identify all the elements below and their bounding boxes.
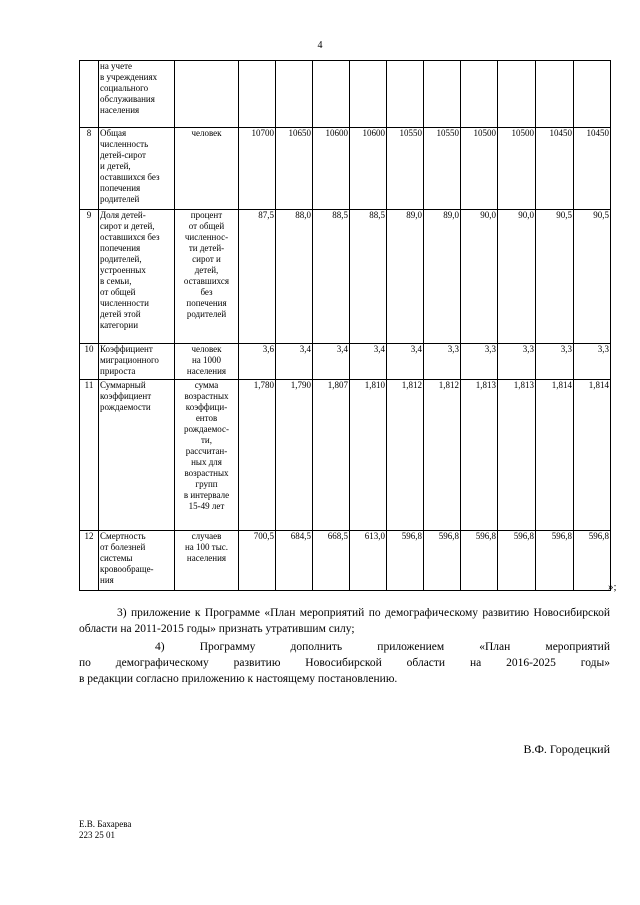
table-closing-quote: »;: [608, 581, 617, 593]
value-cell: 668,5: [313, 531, 350, 591]
value-cell: 3,4: [276, 344, 313, 380]
indicator-name-cell: Суммарный коэффициент рождаемости: [99, 380, 175, 531]
value-cell: 700,5: [239, 531, 276, 591]
value-cell: 684,5: [276, 531, 313, 591]
value-cell: 10650: [276, 128, 313, 210]
value-cell: 3,4: [313, 344, 350, 380]
paragraph-item-4-line-3: в редакции согласно приложению к настоящему постановлению.: [79, 673, 398, 685]
value-cell: 10500: [461, 128, 498, 210]
value-cell: 1,812: [424, 380, 461, 531]
table-row: [80, 210, 611, 344]
table-row: [80, 344, 611, 380]
value-cell: 596,8: [536, 531, 574, 591]
table-row: [80, 128, 611, 210]
value-cell: 613,0: [350, 531, 387, 591]
indicator-name-cell: Коэффициент миграционного прироста: [99, 344, 175, 380]
value-cell: 88,0: [276, 210, 313, 344]
value-cell: 10700: [239, 128, 276, 210]
value-cell: 10600: [350, 128, 387, 210]
indicators-table: [79, 60, 611, 591]
value-cell: 1,807: [313, 380, 350, 531]
unit-cell: [175, 61, 239, 128]
value-cell: 10600: [313, 128, 350, 210]
value-cell: [239, 61, 276, 128]
signature-name: В.Ф. Городецкий: [523, 742, 610, 756]
value-cell: 89,0: [387, 210, 424, 344]
row-number-cell: 10: [80, 344, 99, 380]
row-number-cell: 12: [80, 531, 99, 591]
unit-cell: сумма возрастных коэффици- ентов рождаемос- ти, рассчитан- ных для возрастных групп в интервале 15-49 лет: [175, 380, 239, 531]
value-cell: [498, 61, 536, 128]
value-cell: 87,5: [239, 210, 276, 344]
value-cell: 10450: [574, 128, 611, 210]
value-cell: 3,3: [536, 344, 574, 380]
value-cell: 90,0: [461, 210, 498, 344]
value-cell: [313, 61, 350, 128]
value-cell: 10550: [424, 128, 461, 210]
value-cell: 1,810: [350, 380, 387, 531]
value-cell: 88,5: [350, 210, 387, 344]
value-cell: [276, 61, 313, 128]
indicator-name-cell: на учете в учреждениях социального обслуживания населения: [99, 61, 175, 128]
row-number-cell: 8: [80, 128, 99, 210]
indicator-name-cell: Смертность от болезней системы кровообраще- ния: [99, 531, 175, 591]
unit-cell: человек на 1000 населения: [175, 344, 239, 380]
value-cell: 1,812: [387, 380, 424, 531]
value-cell: 88,5: [313, 210, 350, 344]
value-cell: [387, 61, 424, 128]
value-cell: 1,780: [239, 380, 276, 531]
value-cell: 10550: [387, 128, 424, 210]
value-cell: 1,790: [276, 380, 313, 531]
value-cell: 3,3: [461, 344, 498, 380]
value-cell: 3,6: [239, 344, 276, 380]
value-cell: 3,4: [387, 344, 424, 380]
value-cell: [350, 61, 387, 128]
value-cell: 1,813: [461, 380, 498, 531]
paragraph-item-4-line-1: 4) Программу дополнить приложением «План мероприятий: [155, 641, 610, 653]
unit-cell: случаев на 100 тыс. населения: [175, 531, 239, 591]
value-cell: 90,0: [498, 210, 536, 344]
row-number-cell: 9: [80, 210, 99, 344]
value-cell: 90,5: [536, 210, 574, 344]
value-cell: [536, 61, 574, 128]
value-cell: 89,0: [424, 210, 461, 344]
value-cell: 3,3: [498, 344, 536, 380]
value-cell: 10500: [498, 128, 536, 210]
value-cell: 10450: [536, 128, 574, 210]
value-cell: [424, 61, 461, 128]
value-cell: 1,814: [536, 380, 574, 531]
value-cell: 3,3: [574, 344, 611, 380]
table-row: [80, 61, 611, 128]
value-cell: 90,5: [574, 210, 611, 344]
value-cell: 596,8: [461, 531, 498, 591]
value-cell: 3,4: [350, 344, 387, 380]
value-cell: 596,8: [387, 531, 424, 591]
value-cell: [461, 61, 498, 128]
indicator-name-cell: Доля детей- сирот и детей, оставшихся без попечения родителей, устроенных в семьи, от общей численности детей этой категории: [99, 210, 175, 344]
page-number: 4: [317, 40, 323, 51]
value-cell: [574, 61, 611, 128]
value-cell: 596,8: [498, 531, 536, 591]
indicator-name-cell: Общая численность детей-сирот и детей, оставшихся без попечения родителей: [99, 128, 175, 210]
executor-name: Е.В. Бахарева: [79, 819, 132, 829]
row-number-cell: 11: [80, 380, 99, 531]
unit-cell: процент от общей численнос- ти детей- сирот и детей, оставшихся без попечения родителей: [175, 210, 239, 344]
row-number-cell: [80, 61, 99, 128]
paragraph-item-4-line-2: по демографическому развитию Новосибирской области на 2016-2025 годы»: [79, 657, 610, 669]
executor-phone: 223 25 01: [79, 830, 115, 840]
value-cell: 1,814: [574, 380, 611, 531]
unit-cell: человек: [175, 128, 239, 210]
table-row: [80, 531, 611, 591]
table-row: [80, 380, 611, 531]
value-cell: 596,8: [424, 531, 461, 591]
paragraph-item-3: 3) приложение к Программе «План мероприятий по демографическому развитию Новосибирской области на 2011-2015 годы» признать утратившим силу;: [79, 607, 610, 635]
value-cell: 1,813: [498, 380, 536, 531]
value-cell: 3,3: [424, 344, 461, 380]
value-cell: 596,8: [574, 531, 611, 591]
